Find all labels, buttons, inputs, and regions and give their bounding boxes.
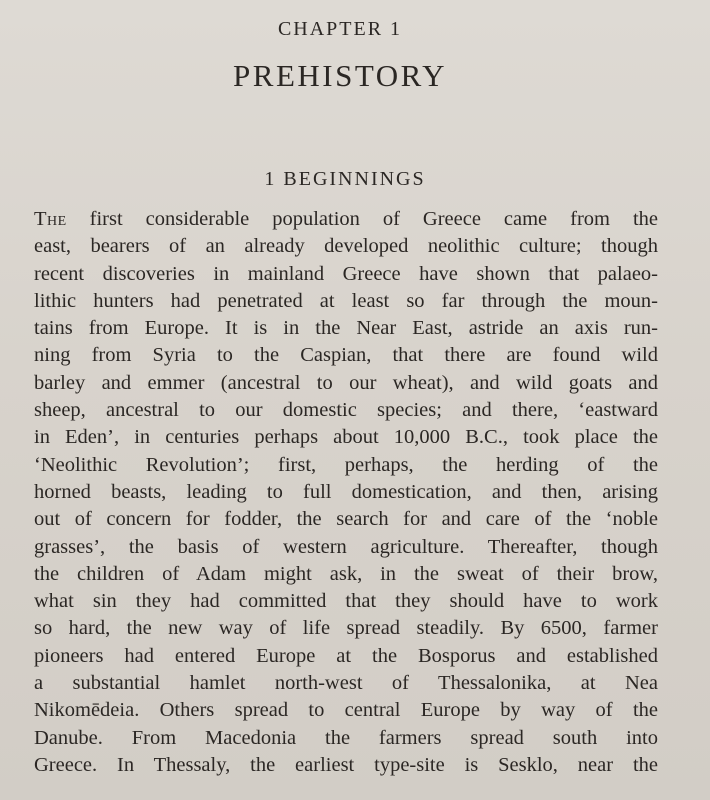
text-line: east, bearers of an already developed neolithic culture; though: [34, 235, 658, 258]
text-line: what sin they had committed that they should have to work: [34, 590, 658, 613]
text-line: out of concern for fodder, the search for and care of the ‘noble: [34, 508, 658, 531]
text-line: so hard, the new way of life spread steadily. By 6500, farmer: [34, 617, 658, 640]
text-line: the children of Adam might ask, in the sweat of their brow,: [34, 562, 658, 585]
text-line: lithic hunters had penetrated at least so far through the moun-: [34, 289, 658, 312]
text-line-rest: first considerable population of Greece came from the: [66, 208, 658, 230]
chapter-title: PREHISTORY: [233, 58, 447, 93]
section-title: 1 BEGINNINGS: [264, 168, 426, 190]
text-line: sheep, ancestral to our domestic species; and there, ‘eastward: [34, 399, 658, 422]
lead-word: The: [34, 208, 67, 230]
text-line: Greece. In Thessaly, the earliest type-site is Sesklo, near the: [34, 753, 658, 776]
text-line: a substantial hamlet north-west of Thessalonika, at Nea: [34, 672, 658, 695]
text-line: ‘Neolithic Revolution’; first, perhaps, the herding of the: [34, 453, 658, 476]
body-text: [34, 206, 658, 779]
text-line: [34, 206, 658, 233]
text-line: grasses’, the basis of western agriculture. Thereafter, though: [34, 535, 658, 558]
text-line: Danube. From Macedonia the farmers spread south into: [34, 726, 658, 749]
text-line: tains from Europe. It is in the Near East, astride an axis run-: [34, 317, 658, 340]
text-line: in Eden’, in centuries perhaps about 10,000 B.C., took place the: [34, 426, 658, 449]
text-line: pioneers had entered Europe at the Bosporus and established: [34, 644, 658, 667]
text-line: recent discoveries in mainland Greece have shown that palaeo-: [34, 262, 658, 285]
text-line: ning from Syria to the Caspian, that there are found wild: [34, 344, 658, 367]
text-line: Nikomēdeia. Others spread to central Europe by way of the: [34, 699, 658, 722]
text-line: horned beasts, leading to full domestication, and then, arising: [34, 480, 658, 503]
chapter-label: CHAPTER 1: [277, 18, 403, 40]
text-line: barley and emmer (ancestral to our wheat), and wild goats and: [34, 371, 658, 394]
